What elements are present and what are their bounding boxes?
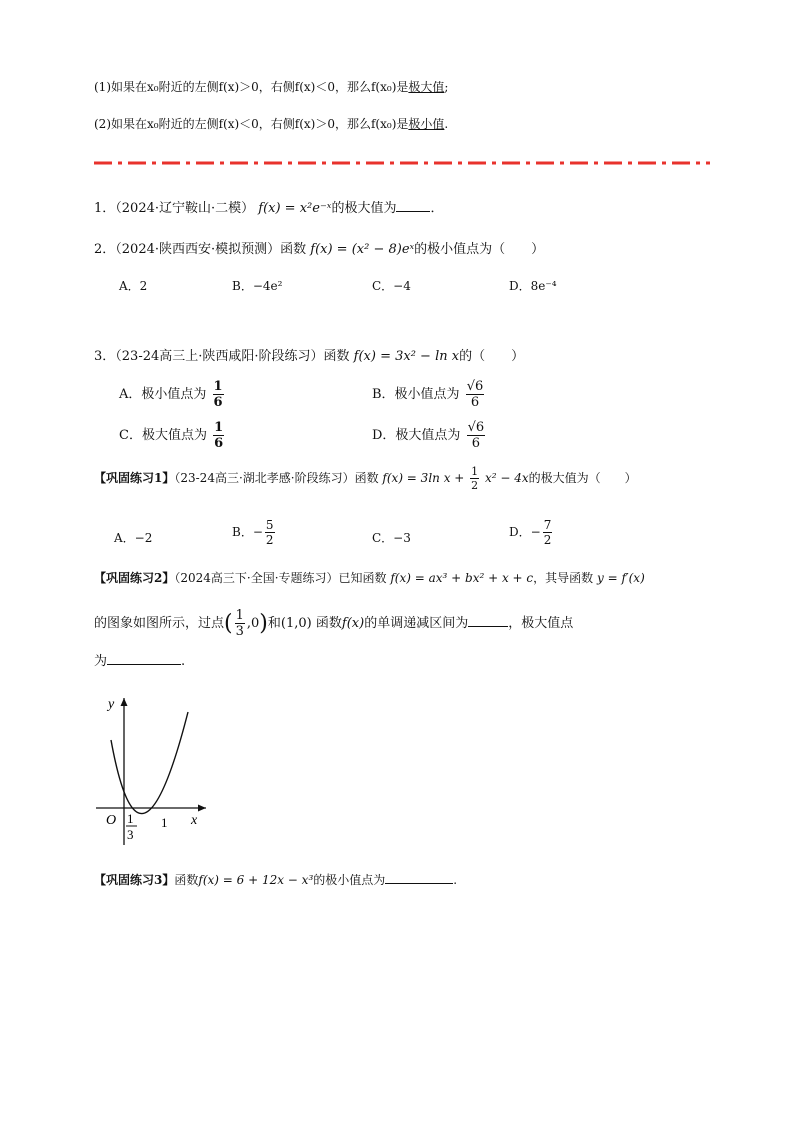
dash-dot-separator: [94, 161, 710, 165]
q3-function: f(x) = 3x² − ln x: [353, 349, 460, 364]
q3-a-denominator: 6: [213, 395, 223, 410]
q2-suffix: 的极小值点为（ ）: [414, 242, 545, 257]
q3-option-d-fraction: [467, 421, 486, 450]
x-axis-arrow: [198, 805, 206, 812]
p2-label: 【巩固练习2】: [94, 571, 175, 585]
q2-option-c[interactable]: C．−4: [372, 279, 411, 293]
p2-point2: (1,0): [280, 616, 312, 631]
p1-half-fraction: [470, 466, 479, 491]
p2-line2-b: 和: [267, 616, 281, 631]
practice-1: [94, 466, 637, 491]
practice-2-line-2: 的图象如图所示，过点( $\frac{1}{3}$ ,0)和(1,0) 函数f(x)的单调递减区间为 ，极大值点: [94, 608, 574, 639]
p1-d-denominator: 2: [543, 533, 552, 547]
q1-function: f(x) = x²e⁻ˣ: [258, 201, 332, 216]
q3-option-a[interactable]: [119, 380, 226, 409]
q1-prefix: 1．（2024·辽宁鞍山·二模）: [94, 201, 255, 216]
p2-line2-c: 函数: [315, 616, 342, 631]
q2-option-a[interactable]: A．2: [119, 279, 148, 293]
p3-label: 【巩固练习3】: [94, 873, 175, 887]
practice-2-line-3: [94, 650, 185, 669]
p1-label: 【巩固练习1】: [94, 471, 175, 485]
origin-label: O: [106, 813, 117, 828]
q1-suffix: 的极大值为: [331, 201, 397, 216]
q3-option-a-label: A．极小值点为: [119, 387, 207, 402]
q3-d-denominator: 6: [471, 436, 480, 451]
q3-option-b-label: B．极小值点为: [372, 387, 460, 402]
p1-half-numerator: 1: [471, 465, 479, 478]
p1-source: （23-24高三·湖北孝感·阶段练习）函数: [174, 471, 379, 485]
q1-end: ．: [430, 201, 444, 216]
p2-pt1-denominator: 3: [235, 624, 244, 639]
q3-prefix: 3．（23-24高三上·陕西咸阳·阶段练习）函数: [94, 349, 350, 364]
p1-function-a: f(x) = 3ln x +: [382, 471, 465, 485]
derivative-curve: [111, 712, 188, 814]
p2-point1-fraction: [235, 609, 245, 638]
p1-suffix: 的极大值为（ ）: [528, 471, 637, 485]
question-3: [94, 345, 524, 364]
theory-line-2-key: 极小值: [408, 117, 445, 131]
q2-prefix: 2．（2024·陕西西安·模拟预测）函数: [94, 242, 307, 257]
q3-option-c-fraction: [213, 421, 224, 450]
p1-option-d-fraction: [543, 519, 553, 546]
theory-line-1-key: 极大值: [408, 80, 445, 94]
question-1: [94, 197, 443, 216]
q2-option-b[interactable]: B．−4e²: [232, 279, 283, 293]
derivative-graph: [94, 690, 214, 850]
p3-suffix: 的极小值点为: [313, 873, 386, 887]
q3-option-d-label: D．极大值点为: [372, 428, 461, 443]
p3-function: f(x) = 6 + 12x − x³: [198, 873, 314, 887]
p1-option-b[interactable]: [232, 519, 277, 546]
p1-option-d-label: D．−: [509, 525, 541, 539]
q3-option-c[interactable]: [119, 421, 226, 450]
p1-option-b-label: B．−: [232, 525, 263, 539]
p1-option-b-fraction: [265, 519, 275, 546]
q1-answer-blank[interactable]: [396, 211, 430, 212]
p2-line2-e: ，极大值点: [508, 616, 574, 631]
theory-line-2: [94, 115, 448, 132]
y-axis-arrow: [121, 698, 128, 706]
p1-option-c[interactable]: C．−3: [372, 531, 411, 545]
p3-end: .: [453, 873, 458, 887]
p1-option-a[interactable]: A．−2: [114, 531, 153, 545]
p2-source: （2024高三下·全国·专题练习）已知函数: [174, 571, 387, 585]
p2-line3: 为: [94, 654, 108, 669]
q2-function: f(x) = (x² − 8)eˣ: [310, 242, 415, 257]
p1-d-numerator: 7: [543, 518, 552, 532]
q3-option-b[interactable]: [372, 380, 486, 409]
q3-d-numerator: √6: [467, 420, 485, 435]
theory-line-2-text: (2)如果在x₀附近的左侧f(x)＜0，右侧f(x)＞0，那么f(x₀)是: [94, 117, 409, 131]
q3-option-d[interactable]: [372, 421, 487, 450]
q3-b-numerator: √6: [466, 379, 484, 394]
theory-line-2-end: .: [444, 117, 449, 131]
p3-answer-blank[interactable]: [385, 883, 453, 884]
p2-function: f(x) = ax³ + bx² + x + c: [390, 571, 534, 585]
q3-option-a-fraction: [213, 380, 224, 409]
p3-prefix: 函数: [174, 873, 199, 887]
q3-option-b-fraction: [466, 380, 485, 409]
p1-half-denominator: 2: [471, 479, 479, 492]
q3-c-denominator: 6: [214, 436, 224, 451]
p2-max-point-blank[interactable]: [107, 664, 181, 665]
q3-option-c-label: C．极大值点为: [119, 428, 207, 443]
p1-function-b: x² − 4x: [485, 471, 529, 485]
p2-pt1-numerator: 1: [235, 608, 244, 623]
p2-line3-end: .: [181, 654, 186, 669]
theory-line-1-end: ;: [444, 80, 449, 94]
p1-option-d[interactable]: [509, 519, 554, 546]
x-axis-label: x: [191, 813, 198, 828]
tick-one: 1: [161, 815, 168, 830]
p2-derivative: y = f′(x): [597, 571, 645, 585]
q3-b-denominator: 6: [470, 395, 480, 410]
question-2: [94, 238, 544, 257]
theory-line-1: [94, 78, 448, 95]
tick-one-third-numerator: 1: [127, 811, 134, 826]
p2-fx: f(x): [341, 616, 365, 631]
practice-2-line-1: [94, 569, 645, 586]
q3-suffix: 的（ ）: [459, 349, 525, 364]
p1-b-denominator: 2: [265, 533, 274, 547]
p2-line2-d: 的单调递减区间为: [364, 616, 469, 631]
q3-a-numerator: 1: [213, 379, 223, 394]
p2-mid: ，其导函数: [533, 571, 594, 585]
tick-one-third-denominator: 3: [127, 827, 134, 842]
p2-line2-a: 的图象如图所示，过点: [94, 616, 225, 631]
q2-option-d[interactable]: D．8e⁻⁴: [509, 279, 557, 293]
p1-b-numerator: 5: [265, 518, 274, 532]
theory-line-1-text: (1)如果在x₀附近的左侧f(x)＞0，右侧f(x)＜0，那么f(x₀)是: [94, 80, 409, 94]
practice-3: [94, 871, 457, 888]
y-axis-label: y: [108, 697, 115, 712]
p2-interval-blank[interactable]: [468, 626, 508, 627]
p2-pt1-tail: ,0: [246, 616, 260, 631]
q3-c-numerator: 1: [214, 420, 224, 435]
